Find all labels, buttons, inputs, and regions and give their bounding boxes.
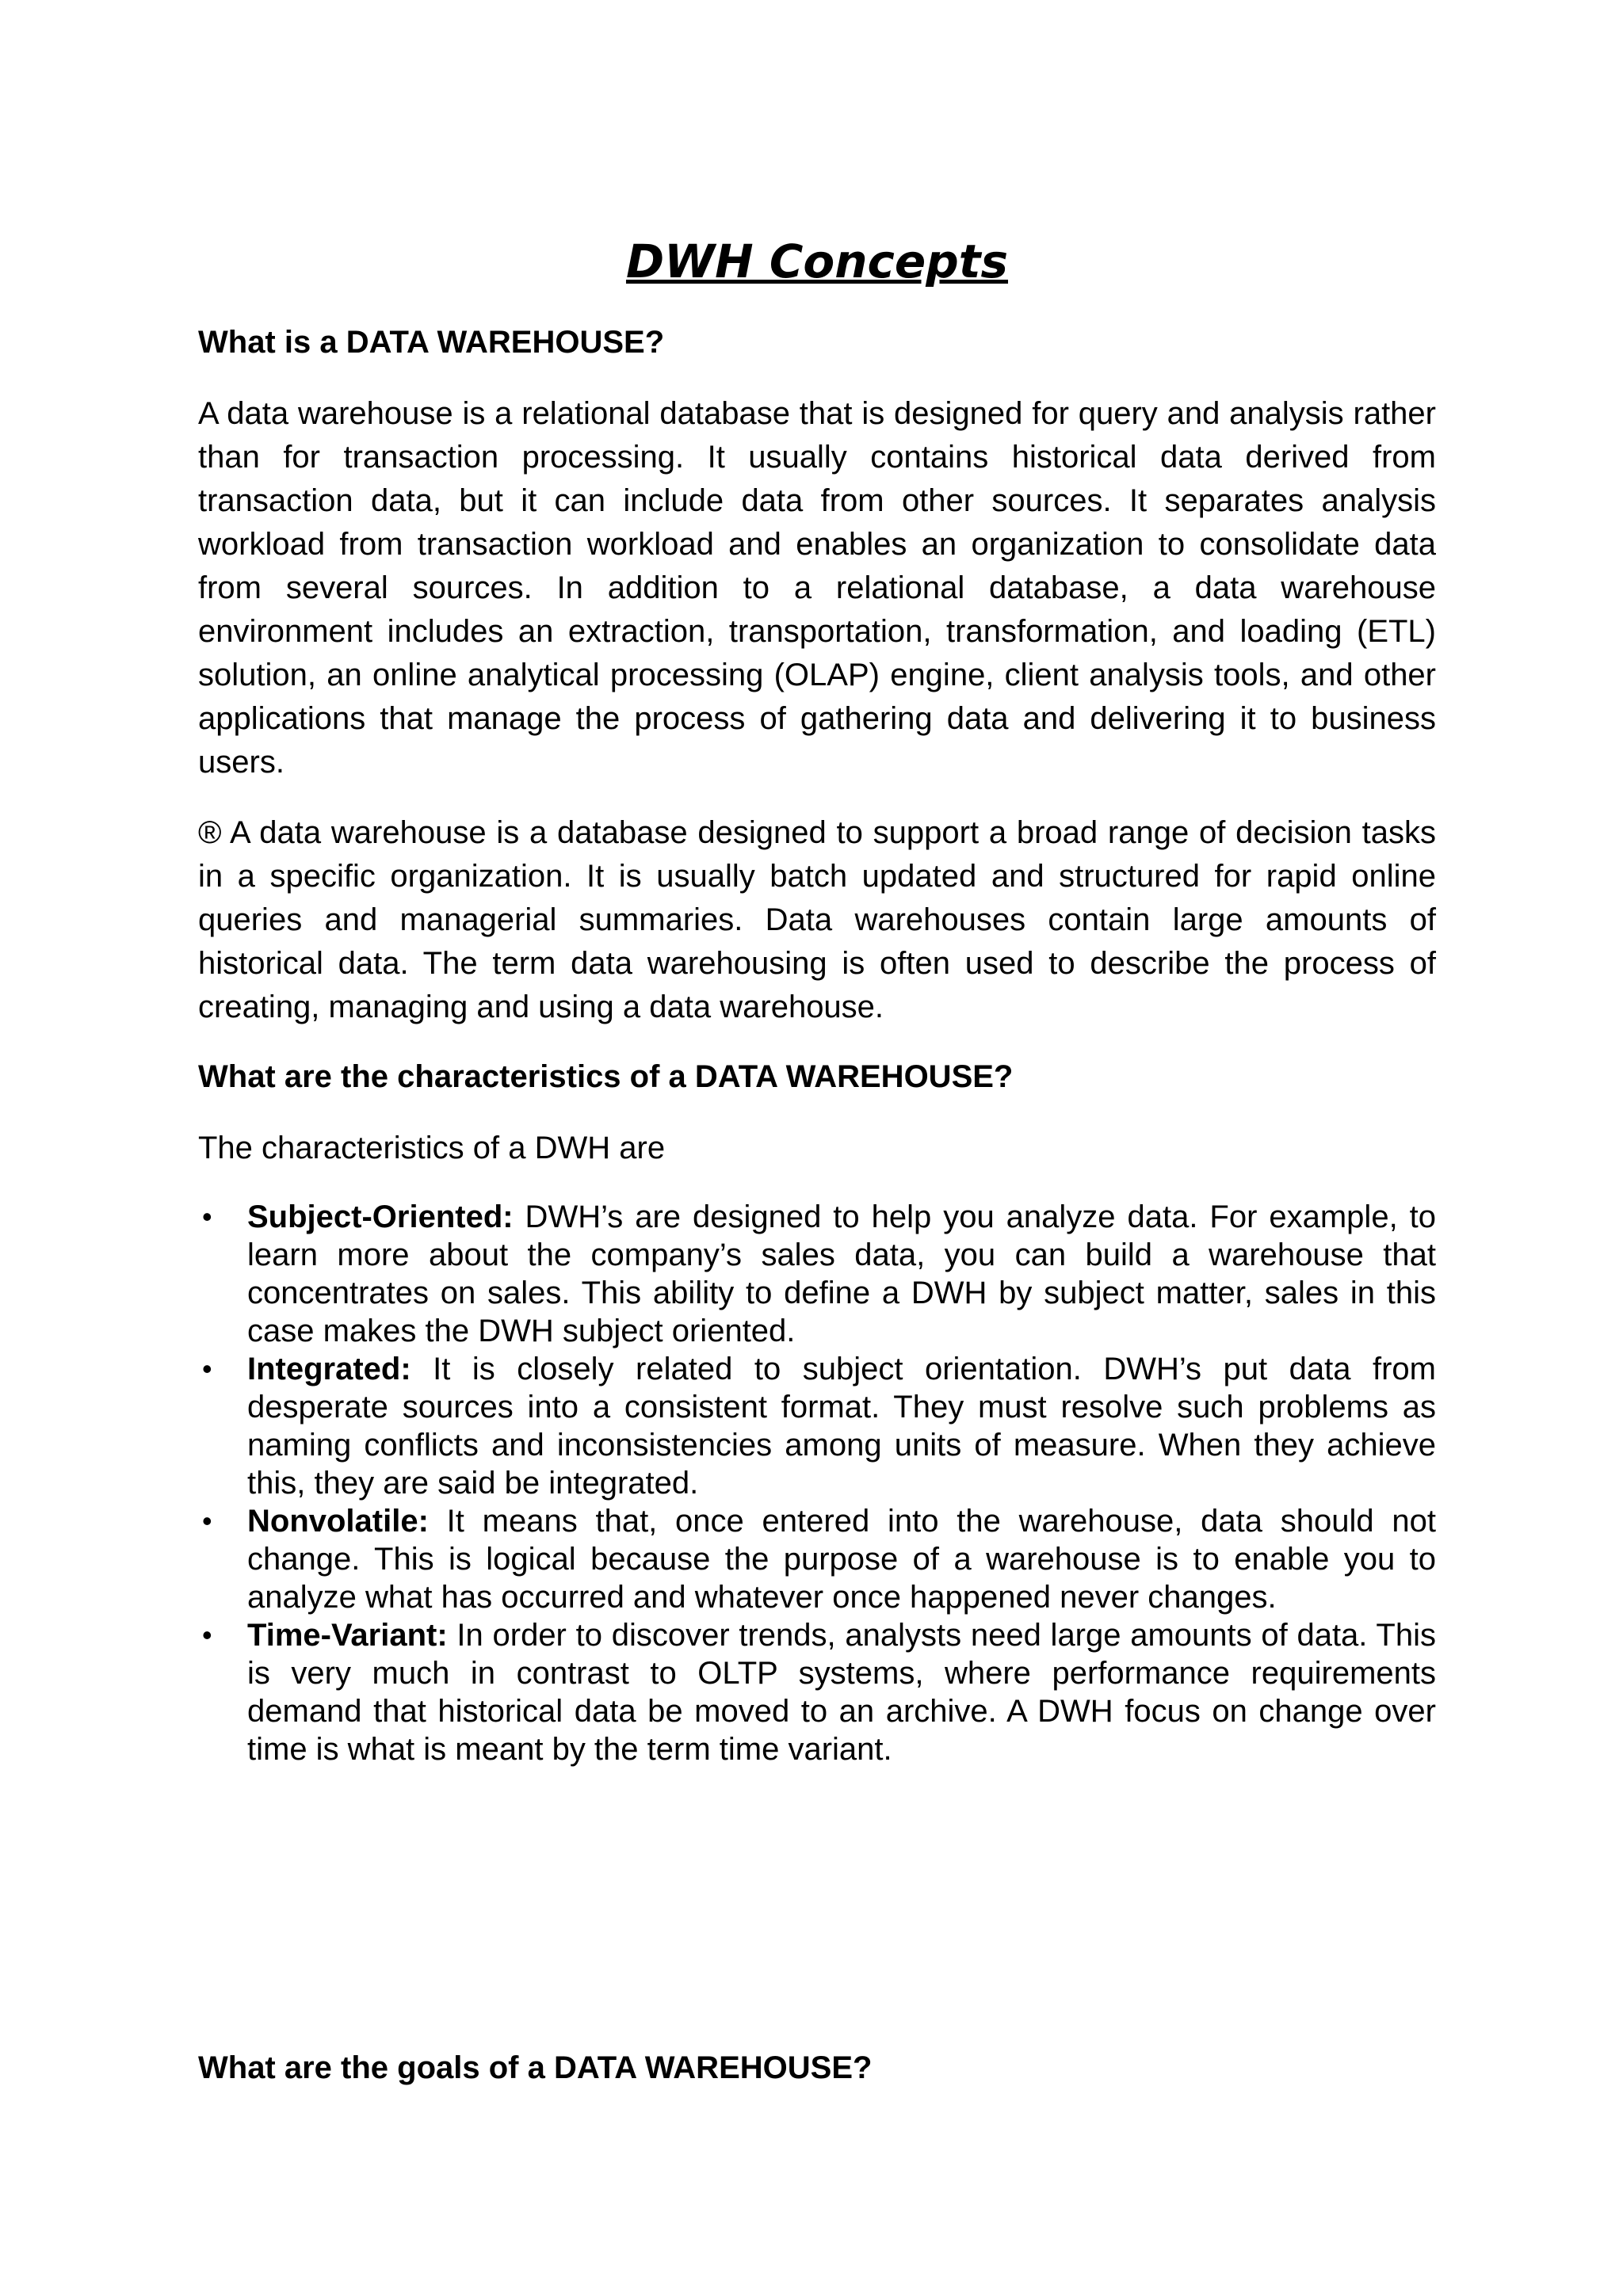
description-subject-oriented: DWH’s are designed to help you analyze data. For example, to learn more about the company’s sales data, you can build a warehouse that concentrates on sales. This ability to define a DWH by subject matter, sales in this case makes the DWH subject oriented. [247,1199,1436,1348]
paragraph-data-warehouse-decision-support: ® A data warehouse is a database designed to support a broad range of decision tasks in a specific organization. It is usually batch updated and structured for rapid online queries and managerial summaries. Data warehouses contain large amounts of historical data. The term data warehousing is often used to describe the process of creating, managing and using a data warehouse. [198,815,1436,1024]
term-subject-oriented: Subject-Oriented: [247,1199,514,1234]
characteristics-intro: The characteristics of a DWH are [198,1131,666,1165]
heading-characteristics: What are the characteristics of a DATA WAREHOUSE? [198,1059,1014,1094]
heading-goals: What are the goals of a DATA WAREHOUSE? [198,2050,873,2085]
heading-what-is-data-warehouse: What is a DATA WAREHOUSE? [198,325,665,360]
description-time-variant: In order to discover trends, analysts need large amounts of data. This is very much in contrast to OLTP systems, where performance requirements demand that historical data be moved to an archive. A DWH focus on change over time is what is meant by the term time variant. [247,1618,1436,1767]
term-time-variant: Time-Variant: [247,1618,448,1653]
document-title: DWH Concepts [625,235,1009,288]
bullet-icon: • [202,1619,212,1651]
list-item-time-variant [198,1616,1436,1768]
term-integrated: Integrated: [247,1352,411,1386]
paragraph-data-warehouse-definition: A data warehouse is a relational database that is designed for query and analysis rather than for transaction processing. It usually contains historical data derived from transaction data, but it can include data from other sources. It separates analysis workload from transaction workload and enables an organization to consolidate data from several sources. In addition to a relational database, a data warehouse environment includes an extraction, transportation, transformation, and loading (ETL) solution, an online analytical processing (OLAP) engine, client analysis tools, and other applications that manage the process of gathering data and delivering it to business users. [198,396,1436,780]
term-nonvolatile: Nonvolatile: [247,1504,429,1539]
description-integrated: It is closely related to subject orientation. DWH’s put data from desperate sources into a consistent format. They must resolve such problems as naming conflicts and inconsistencies among units of measure. When they achieve this, they are said be integrated. [247,1352,1436,1501]
list-item-subject-oriented [198,1198,1436,1350]
description-nonvolatile: It means that, once entered into the warehouse, data should not change. This is logical because the purpose of a warehouse is to enable you to analyze what has occurred and whatever once happened never changes. [247,1504,1436,1615]
bullet-icon: • [202,1352,212,1385]
list-item-integrated [198,1350,1436,1502]
bullet-icon: • [202,1200,212,1233]
bullet-icon: • [202,1505,212,1537]
list-item-nonvolatile [198,1502,1436,1616]
characteristics-list [198,1198,1436,1768]
